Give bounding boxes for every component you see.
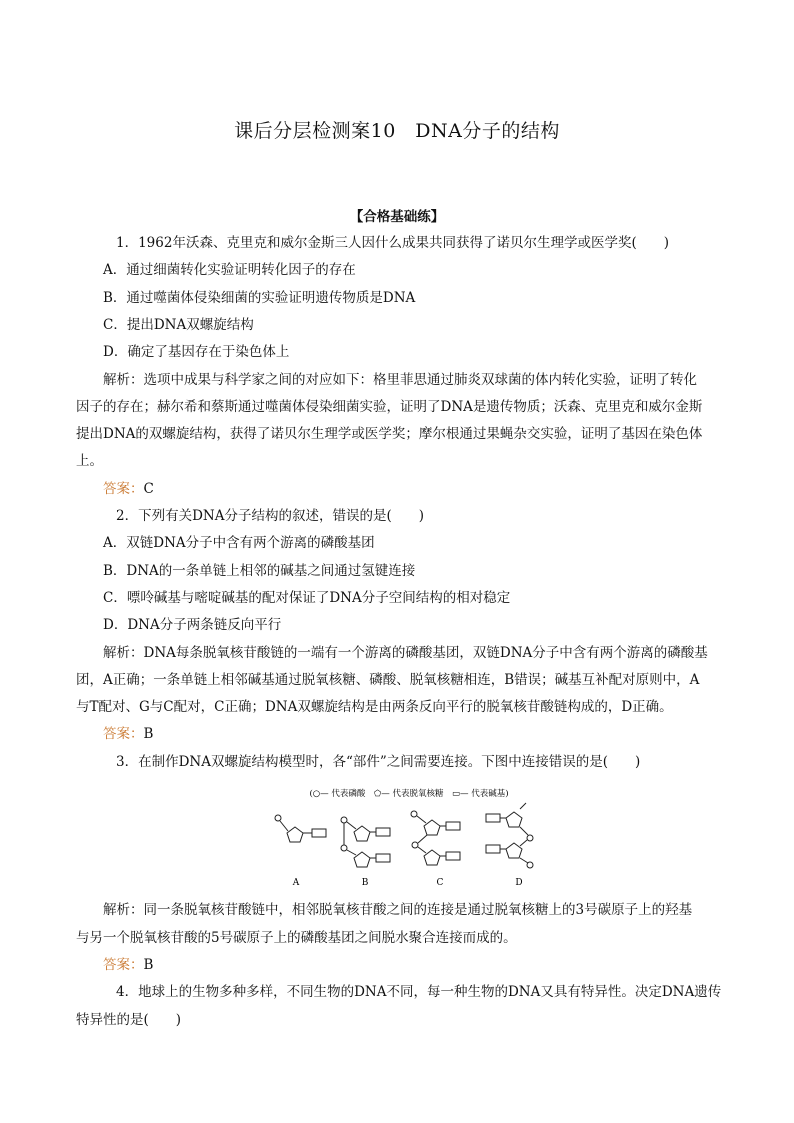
deoxyribose-icon <box>354 826 370 841</box>
answer-label: 答案： <box>103 726 144 742</box>
model-b <box>341 817 390 867</box>
q2-explanation-line1: 解析：DNA每条脱氧核苷酸链的一端有一个游离的磷酸基团，双链DNA分子中含有两个游离的磷酸基 <box>103 645 708 661</box>
q2-option-c: C．嘌呤碱基与嘧啶碱基的配对保证了DNA分子空间结构的相对稳定 <box>103 590 511 606</box>
base-icon <box>486 814 500 822</box>
q1-stem: 1．1962年沃森、克里克和威尔金斯三人因什么成果共同获得了诺贝尔生理学或医学奖( ) <box>116 235 669 251</box>
base-icon <box>376 854 390 862</box>
answer-value: B <box>143 726 154 742</box>
deoxyribose-icon <box>424 850 440 865</box>
q3-stem: 3．在制作DNA双螺旋结构模型时，各“部件”之间需要连接。下图中连接错误的是( ) <box>116 754 641 770</box>
base-icon <box>312 829 326 837</box>
figure-label-c: C <box>436 878 444 888</box>
q2-option-b: B．DNA的一条单链上相邻的碱基之间通过氢键连接 <box>103 563 416 579</box>
q3-explanation-line1: 解析：同一条脱氧核苷酸链中，相邻脱氧核苷酸之间的连接是通过脱氧核糖上的3号碳原子上的羟基 <box>103 902 693 918</box>
answer-value: B <box>143 957 154 973</box>
nucleotide-connection-figure <box>268 785 550 891</box>
page-title: 课后分层检测案10 DNA分子的结构 <box>234 120 560 142</box>
q1-explanation-line2: 因子的存在；赫尔希和蔡斯通过噬菌体侵染细菌实验，证明了DNA是遗传物质；沃森、克里克和威尔金斯 <box>76 399 703 415</box>
deoxyribose-icon <box>354 852 370 867</box>
q4-stem-line2: 特异性的是( ) <box>76 1012 182 1028</box>
model-c <box>411 811 460 865</box>
q2-stem: 2．下列有关DNA分子结构的叙述，错误的是( ) <box>116 508 425 524</box>
phosphate-icon <box>527 835 533 841</box>
base-icon <box>446 852 460 860</box>
model-d <box>486 803 533 868</box>
q1-explanation-line3: 提出DNA的双螺旋结构，获得了诺贝尔生理学或医学奖；摩尔根通过果蝇杂交实验，证明了基因在染色体 <box>76 426 703 442</box>
q1-option-d: D．确定了基因存在于染色体上 <box>103 344 290 360</box>
figure-label-a: A <box>292 878 300 888</box>
q3-answer <box>103 955 153 975</box>
figure-label-d: D <box>515 878 523 888</box>
q1-explanation-line1: 解析：选项中成果与科学家之间的对应如下：格里菲思通过肺炎双球菌的体内转化实验，证明了转化 <box>103 372 697 388</box>
q2-explanation-line2: 团，A正确；一条单链上相邻碱基通过脱氧核糖、磷酸、脱氧核糖相连，B错误；碱基互补配对原则中，A <box>76 672 700 688</box>
q4-stem-line1: 4．地球上的生物多种多样，不同生物的DNA不同，每一种生物的DNA又具有特异性。决定DNA遗传 <box>116 984 722 1000</box>
deoxyribose-icon <box>506 843 522 858</box>
deoxyribose-icon <box>506 812 522 827</box>
base-icon <box>376 828 390 836</box>
model-a <box>275 815 326 842</box>
section-heading: 【合格基础练】 <box>349 209 445 225</box>
phosphate-icon <box>275 815 281 821</box>
deoxyribose-icon <box>287 827 303 842</box>
figure-label-b: B <box>361 878 369 888</box>
answer-label: 答案： <box>103 957 144 973</box>
phosphate-icon <box>341 817 347 823</box>
base-icon <box>486 845 500 853</box>
answer-value: C <box>143 481 154 497</box>
q1-option-a: A．通过细菌转化实验证明转化因子的存在 <box>103 262 356 278</box>
q1-answer <box>103 479 154 499</box>
q1-option-b: B．通过噬菌体侵染细菌的实验证明遗传物质是DNA <box>103 290 416 306</box>
base-icon <box>446 822 460 830</box>
answer-label: 答案： <box>103 481 144 497</box>
q3-explanation-line2: 与另一个脱氧核苷酸的5号碳原子上的磷酸基团之间脱水聚合连接而成的。 <box>76 930 517 946</box>
phosphate-icon <box>411 811 417 817</box>
q1-explanation-line4: 上。 <box>76 453 103 469</box>
q2-option-d: D．DNA分子两条链反向平行 <box>103 617 282 633</box>
deoxyribose-icon <box>424 820 440 835</box>
q2-option-a: A．双链DNA分子中含有两个游离的磷酸基团 <box>103 535 375 551</box>
figure-legend: (○— 代表磷酸 ⬠— 代表脱氧核糖 ▭— 代表碱基) <box>309 789 509 799</box>
phosphate-icon <box>527 862 533 868</box>
phosphate-icon <box>412 842 418 848</box>
q1-option-c: C．提出DNA双螺旋结构 <box>103 317 254 333</box>
q2-answer <box>103 724 153 744</box>
q2-explanation-line3: 与T配对、G与C配对，C正确；DNA双螺旋结构是由两条反向平行的脱氧核苷酸链构成的，D正确。 <box>76 699 673 715</box>
phosphate-icon <box>341 845 347 851</box>
